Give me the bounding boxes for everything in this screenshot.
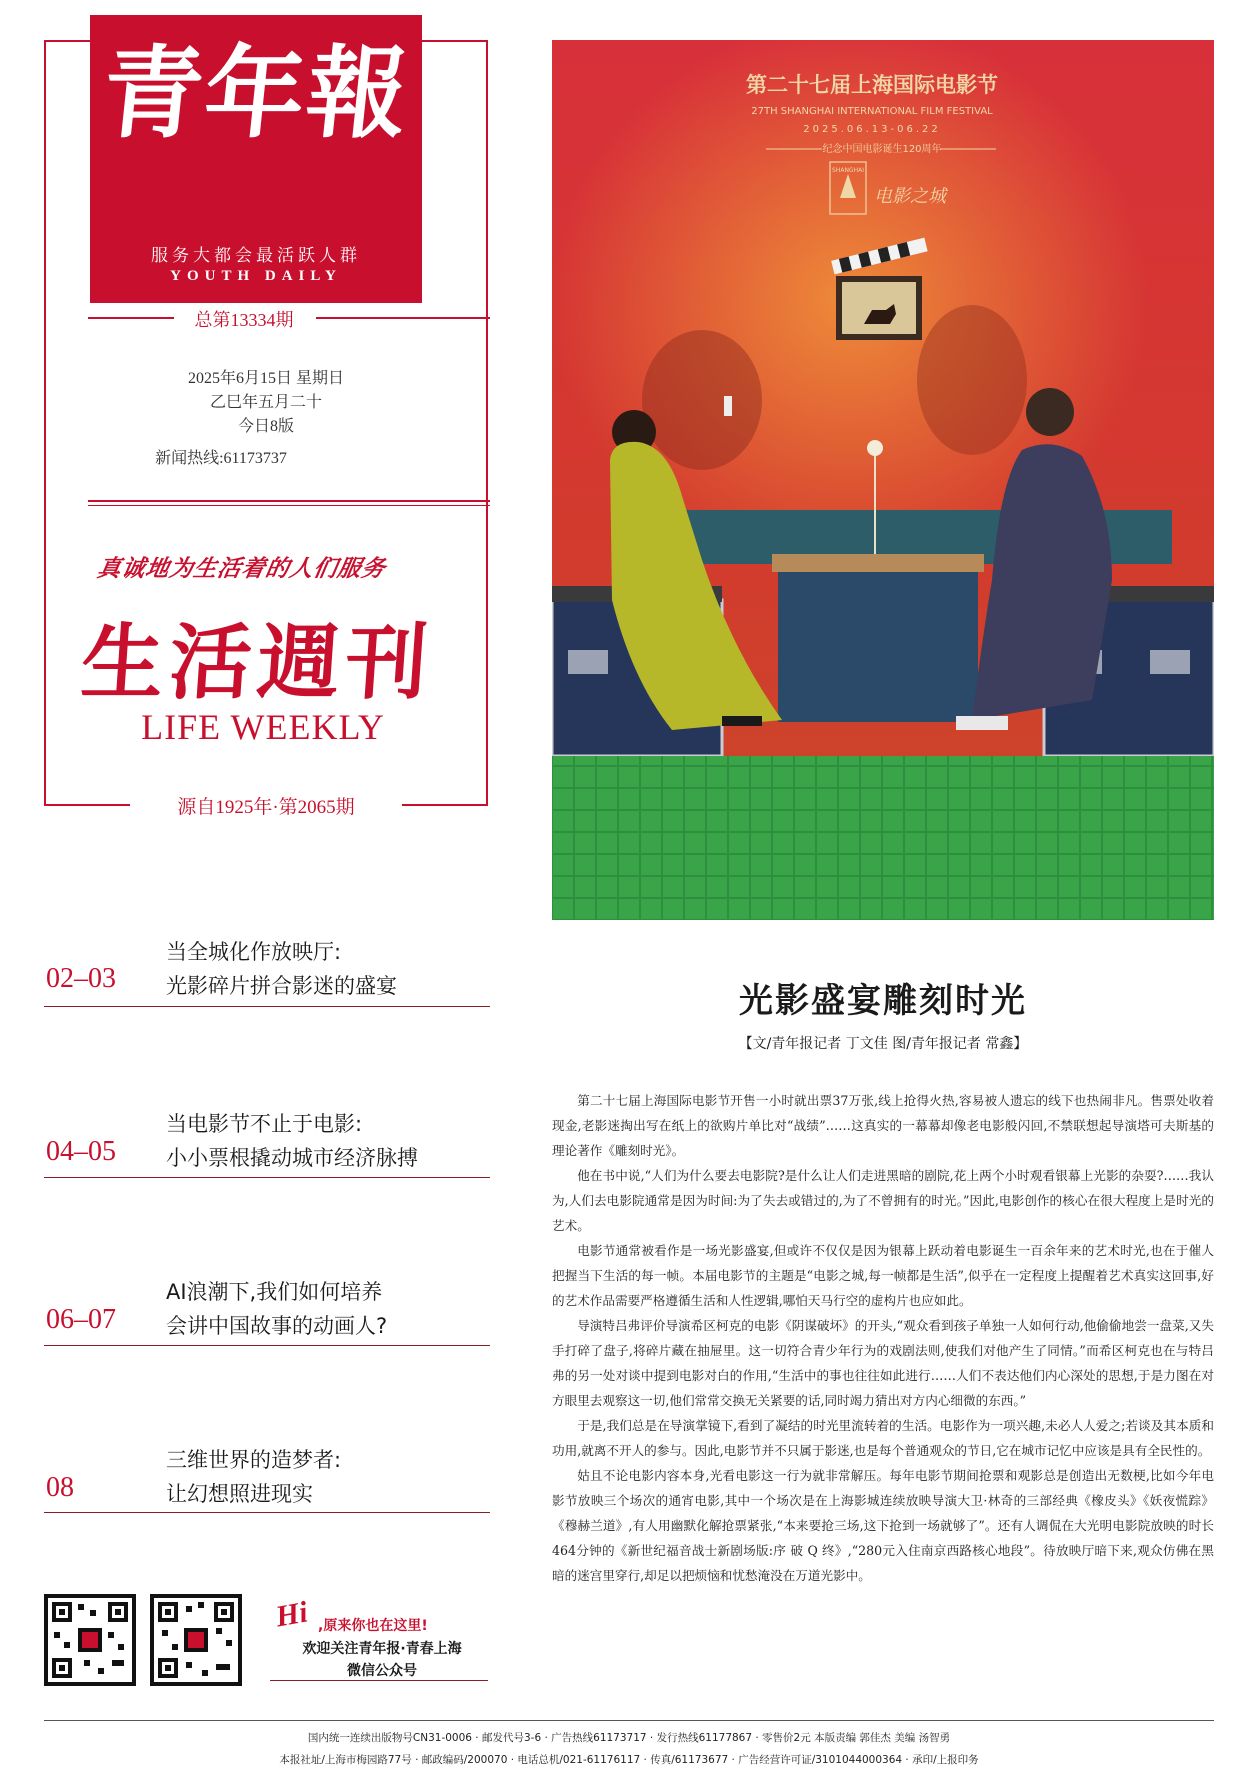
toc-item-2-pages: 04–05	[46, 1136, 116, 1167]
toc-item-4-line1: 三维世界的造梦者:	[166, 1448, 342, 1472]
toc-item-4-pages: 08	[46, 1472, 74, 1503]
toc-item-4-line2: 让幻想照进现实	[166, 1482, 313, 1506]
qr-code-icon	[44, 1594, 136, 1686]
follow-divider	[270, 1680, 488, 1681]
masthead-english: YOUTH DAILY	[170, 268, 342, 284]
qr-code-icon	[150, 1594, 242, 1686]
toc-item-1-pages: 02–03	[46, 963, 116, 994]
footer-divider	[44, 1720, 1214, 1721]
toc-item-3-line1: AI浪潮下,我们如何培养	[166, 1280, 383, 1304]
toc-divider	[44, 1177, 490, 1178]
article-byline: 【文/青年报记者 丁文佳 图/青年报记者 常鑫】	[738, 1036, 1028, 1052]
weekly-title: 生活週刊	[78, 615, 437, 711]
toc-item-3-pages: 06–07	[46, 1304, 116, 1335]
logo-text: SHANGHAI	[832, 167, 864, 174]
toc-item-2-line2: 小小票根撬动城市经济脉搏	[166, 1146, 418, 1170]
toc-item-3-line2: 会讲中国故事的动画人?	[166, 1314, 388, 1338]
newspaper-logo: 青年報	[96, 34, 416, 152]
toc-divider	[44, 1345, 490, 1346]
follow-line-1: 欢迎关注青年报·青春上海	[302, 1641, 462, 1657]
article-paragraph: 导演特吕弗评价导演希区柯克的电影《阴谋破坏》的开头,“观众看到孩子单独一人如何行动,他偷偷地尝一盘菜,又失手打碎了盘子,将碎片藏在抽屉里。这一切符合青少年行为的戏剧法则,使我们对他产生了同情。”而希区柯克也在与特吕弗的另一处对谈中提到电影对白的作用,“生活中的事也往往如此进行……人们不表达他们内心深处的思想,于是力图在对方眼里去观察这一切,他们常常交换无关紧要的话,同时竭力猜出对方内心细微的东西。”	[552, 1318, 1214, 1408]
double-divider	[88, 500, 490, 506]
footer-line-1: 国内统一连续出版物号CN31-0006 · 邮发代号3-6 · 广告热线61173717 · 发行热线61177867 · 零售价2元 本版责编 郭佳杰 美编 汤智勇	[307, 1732, 951, 1744]
toc-item-1-line2: 光影碎片拼合影迷的盛宴	[166, 974, 397, 998]
issue-date: 2025年6月15日 星期日	[187, 370, 344, 387]
lunar-date: 乙巳年五月二十	[209, 394, 322, 411]
hi-badge: Hi	[273, 1595, 311, 1634]
page-count: 今日8版	[237, 418, 294, 435]
news-hotline: 新闻热线:61173737	[155, 450, 287, 467]
article-body	[552, 1088, 1214, 1588]
poster-title: 第二十七届上海国际电影节	[746, 72, 998, 97]
article-paragraph: 姑且不论电影内容本身,光看电影这一行为就非常解压。每年电影节期间抢票和观影总是创造出无数梗,比如今年电影节放映三个场次的通宵电影,其中一个场次是在上海影城连续放映导演大卫·林奇的三部经典《橡皮头》《妖夜慌踪》《穆赫兰道》,有人用幽默化解抢票紧张,“本来要抢三场,这下抢到一场就够了”。还有人调侃在大光明电影院放映的时长464分钟的《新世纪福音战士新剧场版:序 破 Q 终》,“280元入住南京西路核心地段”。待放映厅暗下来,观众仿佛在黑暗的迷宫里穿行,却足以把烦恼和忧愁淹没在万道光影中。	[552, 1468, 1214, 1583]
divider	[316, 317, 490, 319]
poster-title-en: 27TH SHANGHAI INTERNATIONAL FILM FESTIVAL	[751, 106, 993, 117]
weekly-since: 源自1925年·第2065期	[130, 792, 402, 819]
article-paragraph: 他在书中说,“人们为什么要去电影院?是什么让人们走进黑暗的剧院,花上两个小时观看银幕上光影的杂耍?……我认为,人们去电影院通常是因为时间:为了失去或错过的,为了不曾拥有的时光。”因此,电影创作的核心在很大程度上是时光的艺术。	[552, 1168, 1214, 1233]
total-issue-number: 总第13334期	[194, 310, 294, 330]
article-headline: 光影盛宴雕刻时光	[739, 981, 1027, 1021]
weekly-motto: 真诚地为生活着的人们服务	[95, 555, 389, 582]
cover-photo	[552, 40, 1214, 920]
poster-slogan: 电影之城	[874, 186, 946, 207]
poster-anniversary: 纪念中国电影诞生120周年	[822, 144, 942, 155]
toc-divider	[44, 1512, 490, 1513]
follow-greeting: ,原来你也在这里!	[318, 1618, 428, 1634]
toc-item-2-line1: 当电影节不止于电影:	[166, 1112, 363, 1136]
weekly-english-title: LIFE WEEKLY	[141, 707, 385, 747]
masthead-slogan: 服务大都会最活跃人群	[151, 246, 361, 266]
masthead-logo-block	[90, 15, 422, 303]
toc-divider	[44, 1006, 490, 1007]
poster-dates: 2025.06.13-06.22	[803, 124, 941, 135]
follow-line-2: 微信公众号	[347, 1663, 417, 1679]
article-paragraph: 第二十七届上海国际电影节开售一小时就出票37万张,线上抢得火热,容易被人遗忘的线下也热闹非凡。售票处收着现金,老影迷掏出写在纸上的欲购片单比对“战绩”……这真实的一幕幕却像老电影般闪回,不禁联想起导演塔可夫斯基的理论著作《雕刻时光》。	[552, 1093, 1214, 1158]
article-paragraph: 电影节通常被看作是一场光影盛宴,但或许不仅仅是因为银幕上跃动着电影诞生一百余年来的艺术时光,也在于催人把握当下生活的每一帧。本届电影节的主题是“电影之城,每一帧都是生活”,似乎在一定程度上提醒着艺术真实这回事,好的艺术作品需要严格遵循生活和人性逻辑,哪怕天马行空的虚构片也应如此。	[552, 1243, 1214, 1308]
toc-item-1-line1: 当全城化作放映厅:	[166, 940, 342, 964]
footer-line-2: 本报社址/上海市梅园路77号 · 邮政编码/200070 · 电话总机/021-61176117 · 传真/61173677 · 广告经营许可证/3101044000364 · 承印/上报印务	[279, 1754, 979, 1766]
article-paragraph: 于是,我们总是在导演掌镜下,看到了凝结的时光里流转着的生活。电影作为一项兴趣,未必人人爱之;若谈及其本质和功用,就离不开人的参与。因此,电影节并不只属于影迷,也是每个普通观众的节日,它在城市记忆中应该是具有全民性的。	[552, 1418, 1214, 1458]
